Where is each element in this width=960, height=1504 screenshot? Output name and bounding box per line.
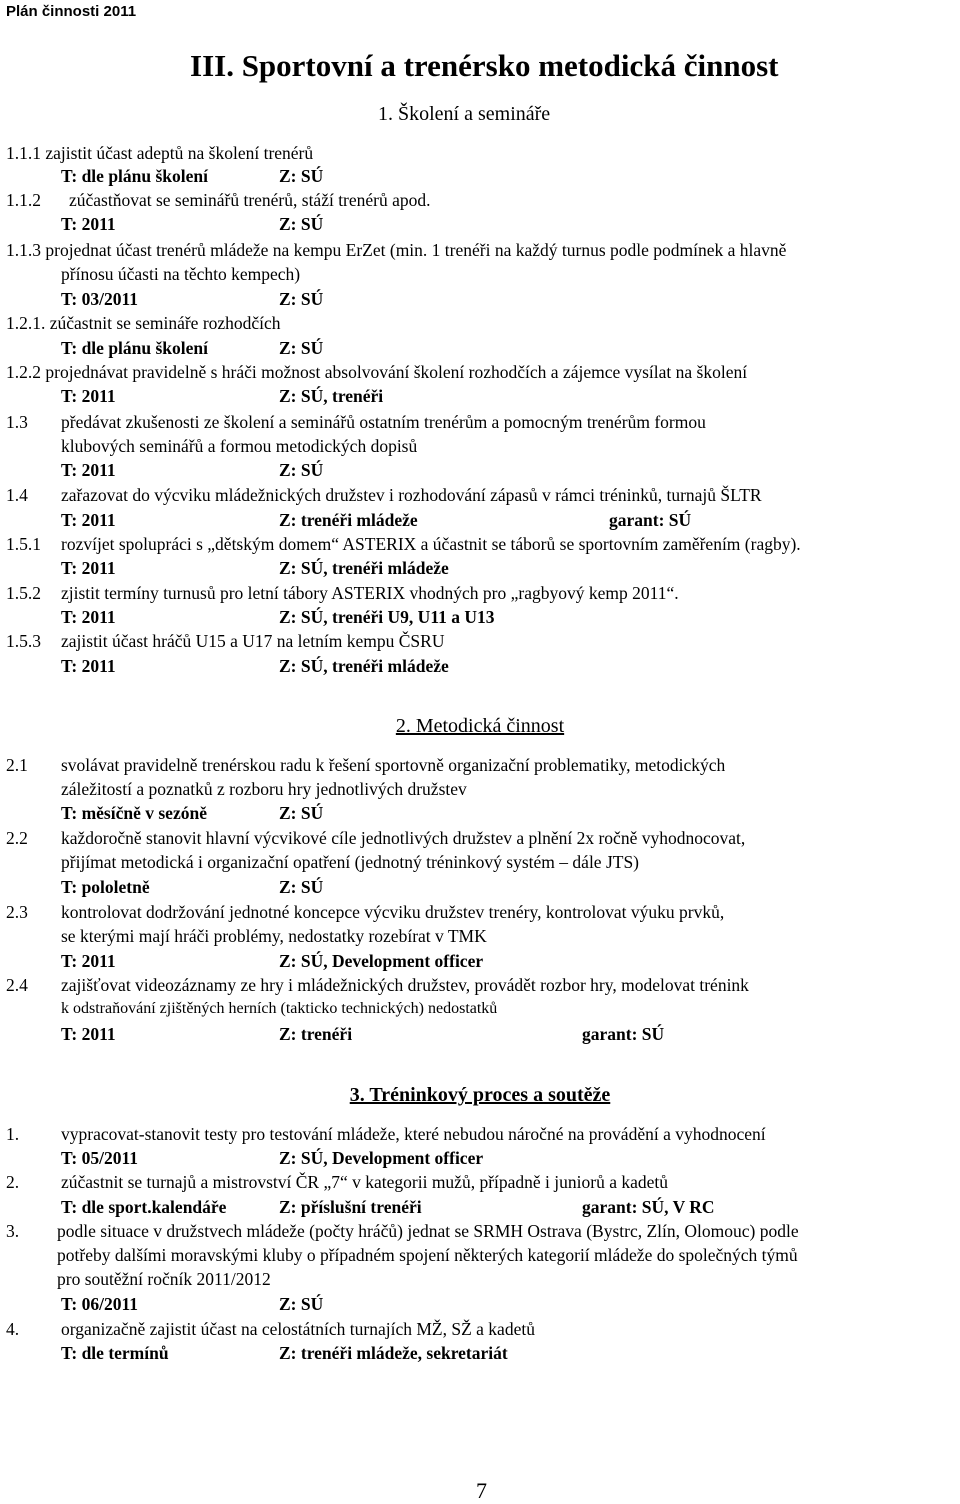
item-1-3-term: T: 2011 [61, 460, 116, 480]
item-3-1: vypracovat-stanovit testy pro testování mládeže, které nebudou náročné na provádění a vyhodnocení [61, 1124, 766, 1144]
item-1-5-1-number: 1.5.1 [6, 534, 41, 554]
item-3-4-resp: Z: trenéři mládeže, sekretariát [279, 1343, 508, 1363]
running-header: Plán činnosti 2011 [6, 3, 137, 20]
item-3-4: organizačně zajistit účast na celostátních turnajích MŽ, SŽ a kadetů [61, 1319, 535, 1339]
item-2-2-term: T: pololetně [61, 877, 150, 897]
item-1-5-1: rozvíjet spolupráci s „dětským domem“ ASTERIX a účastnit se táborů se sportovním zaměřením (ragby). [61, 534, 801, 554]
item-1-1-2-number: 1.1.2 [6, 190, 41, 210]
item-1-4-term: T: 2011 [61, 510, 116, 530]
item-1-4: zařazovat do výcviku mládežnických družstev i rozhodování zápasů v rámci tréninků, turnajů ŠLTR [61, 485, 762, 505]
item-1-5-2-number: 1.5.2 [6, 583, 41, 603]
item-3-3-number: 3. [6, 1221, 20, 1241]
item-1-1-1-resp: Z: SÚ [279, 166, 324, 186]
item-2-1-resp: Z: SÚ [279, 803, 324, 823]
item-2-1-number: 2.1 [6, 755, 28, 775]
item-3-1-number: 1. [6, 1124, 20, 1144]
item-2-1: svolávat pravidelně trenérskou radu k řešení sportovně organizační problematiky, metodických [61, 755, 726, 775]
item-1-5-3: zajistit účast hráčů U15 a U17 na letním kempu ČSRU [61, 631, 445, 651]
item-3-2-guarantor: garant: SÚ, V RC [582, 1197, 715, 1217]
item-1-2-1-term: T: dle plánu školení [61, 338, 209, 358]
item-3-4-term: T: dle termínů [61, 1343, 169, 1363]
item-1-1-3-term: T: 03/2011 [61, 289, 138, 309]
item-2-3: kontrolovat dodržování jednotné koncepce výcviku družstev trenéry, kontrolovat výuku prvků, [61, 902, 725, 922]
item-1-3: předávat zkušenosti ze školení a seminářů ostatním trenérům a pomocným trenérům formou [61, 412, 706, 432]
item-1-5-3-resp: Z: SÚ, trenéři mládeže [279, 656, 449, 676]
item-3-1-resp: Z: SÚ, Development officer [279, 1148, 484, 1168]
section-heading-1: 1. Školení a semináře [378, 103, 551, 125]
item-1-3-resp: Z: SÚ [279, 460, 324, 480]
item-1-2-1-resp: Z: SÚ [279, 338, 324, 358]
item-3-3-cont2: pro soutěžní ročník 2011/2012 [57, 1269, 271, 1289]
item-2-2-number: 2.2 [6, 828, 28, 848]
item-1-5-1-resp: Z: SÚ, trenéři mládeže [279, 558, 449, 578]
item-2-4-term: T: 2011 [61, 1024, 116, 1044]
item-1-5-2: zjistit termíny turnusů pro letní tábory ASTERIX vhodných pro „ragbyový kemp 2011“. [61, 583, 679, 603]
item-1-4-guarantor: garant: SÚ [609, 510, 692, 530]
item-2-4-number: 2.4 [6, 975, 28, 995]
item-1-5-3-term: T: 2011 [61, 656, 116, 676]
section-heading-3: 3. Tréninkový proces a soutěže [349, 1084, 611, 1106]
item-3-1-term: T: 05/2011 [61, 1148, 138, 1168]
item-3-3-cont: potřeby dalšími moravskými kluby o případném spojení některých kategorií mládeže do společných týmů [57, 1245, 798, 1265]
item-2-4-guarantor: garant: SÚ [582, 1024, 665, 1044]
item-1-1-2-resp: Z: SÚ [279, 214, 324, 234]
item-2-4-resp: Z: trenéři [279, 1024, 353, 1044]
item-3-3-term: T: 06/2011 [61, 1294, 138, 1314]
item-2-4-cont: k odstraňování zjištěných herních (takticko technických) nedostatků [61, 1000, 498, 1017]
item-1-5-1-term: T: 2011 [61, 558, 116, 578]
page-number: 7 [476, 1478, 487, 1503]
item-3-2: zúčastnit se turnajů a mistrovství ČR „7“ v kategorii mužů, případně i juniorů a kadetů [61, 1172, 669, 1192]
item-2-4: zajišťovat videozáznamy ze hry i mládežnických družstev, provádět rozbor hry, modelovat trénink [61, 975, 749, 995]
item-1-1-3-resp: Z: SÚ [279, 289, 324, 309]
item-3-2-term: T: dle sport.kalendáře [61, 1197, 227, 1217]
item-1-1-1-term: T: dle plánu školení [61, 166, 209, 186]
item-1-1-3-cont: přínosu účasti na těchto kempech) [61, 264, 301, 284]
item-1-3-number: 1.3 [6, 412, 28, 432]
item-2-3-resp: Z: SÚ, Development officer [279, 951, 484, 971]
item-3-2-resp: Z: příslušní trenéři [279, 1197, 422, 1217]
item-1-4-number: 1.4 [6, 485, 28, 505]
item-1-2-1: 1.2.1. zúčastnit se semináře rozhodčích [6, 313, 281, 333]
item-1-5-2-resp: Z: SÚ, trenéři U9, U11 a U13 [279, 607, 495, 627]
item-2-3-cont: se kterými mají hráči problémy, nedostatky rozebírat v TMK [61, 926, 487, 946]
item-2-1-term: T: měsíčně v sezóně [61, 803, 207, 823]
item-2-1-cont: záležitostí a poznatků z rozboru hry jednotlivých družstev [61, 779, 467, 799]
item-1-1-1: 1.1.1 zajistit účast adeptů na školení trenérů [6, 143, 314, 163]
item-1-2-2-term: T: 2011 [61, 386, 116, 406]
section-heading-2: 2. Metodická činnost [395, 715, 565, 737]
item-3-2-number: 2. [6, 1172, 20, 1192]
item-2-3-term: T: 2011 [61, 951, 116, 971]
item-2-2: každoročně stanovit hlavní výcvikové cíle jednotlivých družstev a plnění 2x ročně vyhodnocovat, [61, 828, 746, 848]
item-2-2-resp: Z: SÚ [279, 877, 324, 897]
item-1-3-cont: klubových seminářů a formou metodických dopisů [61, 436, 418, 456]
item-3-3: podle situace v družstvech mládeže (počty hráčů) jednat se SRMH Ostrava (Bystrc, Zlín, Olomouc) podle [57, 1221, 799, 1241]
item-1-2-2-resp: Z: SÚ, trenéři [279, 386, 384, 406]
item-1-1-2: zúčastňovat se seminářů trenérů, stáží trenérů apod. [69, 190, 431, 210]
item-1-5-2-term: T: 2011 [61, 607, 116, 627]
item-1-5-3-number: 1.5.3 [6, 631, 41, 651]
item-3-4-number: 4. [6, 1319, 20, 1339]
item-1-4-resp: Z: trenéři mládeže [279, 510, 418, 530]
item-3-3-resp: Z: SÚ [279, 1294, 324, 1314]
page-title: III. Sportovní a trenérsko metodická činnost [190, 48, 779, 83]
item-2-3-number: 2.3 [6, 902, 28, 922]
item-2-2-cont: přijímat metodická i organizační opatření (jednotný tréninkový systém – dále JTS) [61, 852, 640, 872]
item-1-2-2: 1.2.2 projednávat pravidelně s hráči možnost absolvování školení rozhodčích a zájemce vysílat na školení [6, 362, 748, 382]
item-1-1-2-term: T: 2011 [61, 214, 116, 234]
item-1-1-3: 1.1.3 projednat účast trenérů mládeže na kempu ErZet (min. 1 trenéři na každý turnus podle podmínek a hlavně [6, 240, 787, 260]
